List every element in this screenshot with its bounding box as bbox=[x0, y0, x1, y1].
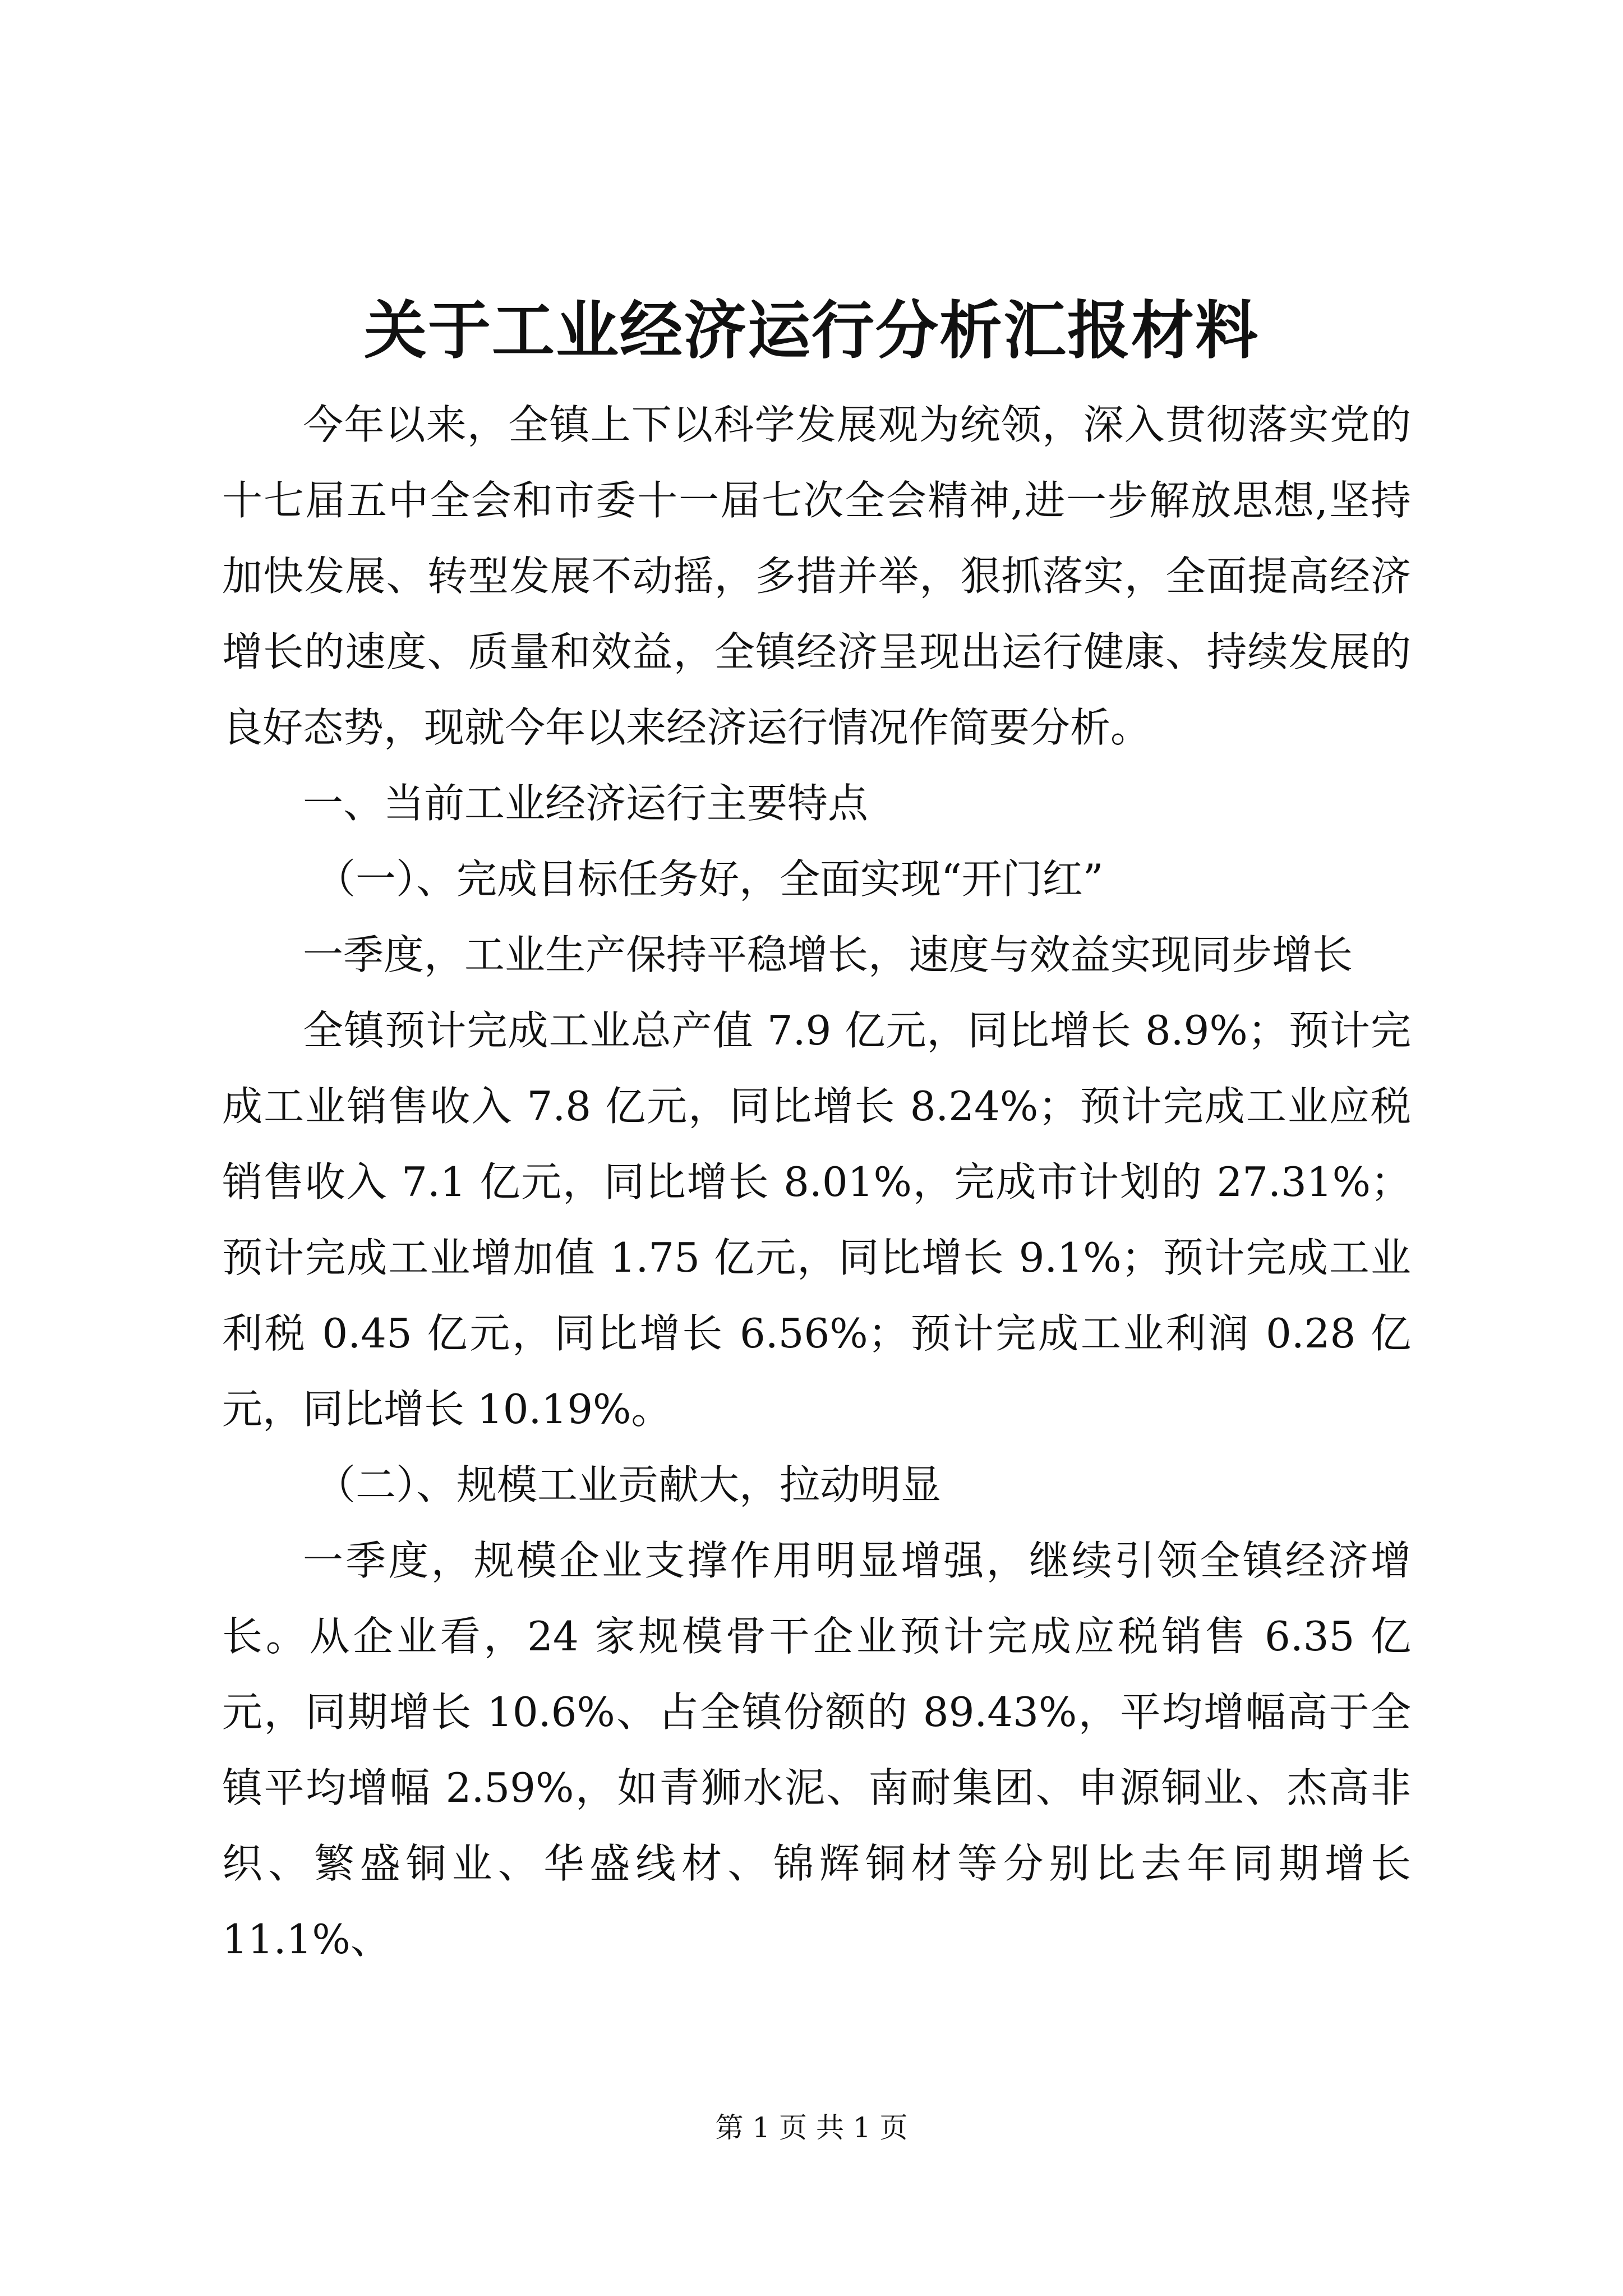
paragraph-output-figures: 全镇预计完成工业总产值 7.9 亿元，同比增长 8.9%；预计完成工业销售收入 7.8 亿元，同比增长 8.24%；预计完成工业应税销售收入 7.1 亿元，同比增长 8.01%，完成市计划的 27.31%；预计完成工业增加值 1.75 亿元，同比增长 9.1%；预计完成工业利税 0.45 亿元，同比增长 6.56%；预计完成工业利润 0.28 亿元，同比增长 10.19%。 bbox=[222, 1007, 1411, 1433]
subsection-heading-2: （二）、规模工业贡献大，拉动明显 bbox=[315, 1461, 942, 1508]
subsection-heading-1: （一）、完成目标任务好，全面实现“开门红” bbox=[315, 855, 1104, 903]
document-title: 关于工业经济运行分析汇报材料 bbox=[364, 294, 1259, 367]
paragraph-scale-enterprises: 一季度，规模企业支撑作用明显增强，继续引领全镇经济增长。从企业看，24 家规模骨干企业预计完成应税销售 6.35 亿元，同期增长 10.6%、占全镇份额的 89.43%，平均增幅高于全镇平均增幅 2.59%，如青狮水泥、南耐集团、申源铜业、杰高非织、繁盛铜业、华盛线材、锦辉铜材等分别比去年同期增长 11.1%、 bbox=[222, 1537, 1411, 1963]
intro-paragraph: 今年以来，全镇上下以科学发展观为统领，深入贯彻落实党的十七届五中全会和市委十一届七次全会精神,进一步解放思想,坚持加快发展、转型发展不动摇，多措并举，狠抓落实，全面提高经济增长的速度、质量和效益，全镇经济呈现出运行健康、持续发展的良好态势，现就今年以来经济运行情况作简要分析。 bbox=[222, 401, 1411, 751]
page-footer: 第 1 页 共 1 页 bbox=[715, 2111, 908, 2144]
paragraph-first-quarter-summary: 一季度，工业生产保持平稳增长，速度与效益实现同步增长 bbox=[303, 931, 1353, 978]
document-body bbox=[222, 387, 1411, 1977]
section-heading-1: 一、当前工业经济运行主要特点 bbox=[303, 780, 869, 827]
